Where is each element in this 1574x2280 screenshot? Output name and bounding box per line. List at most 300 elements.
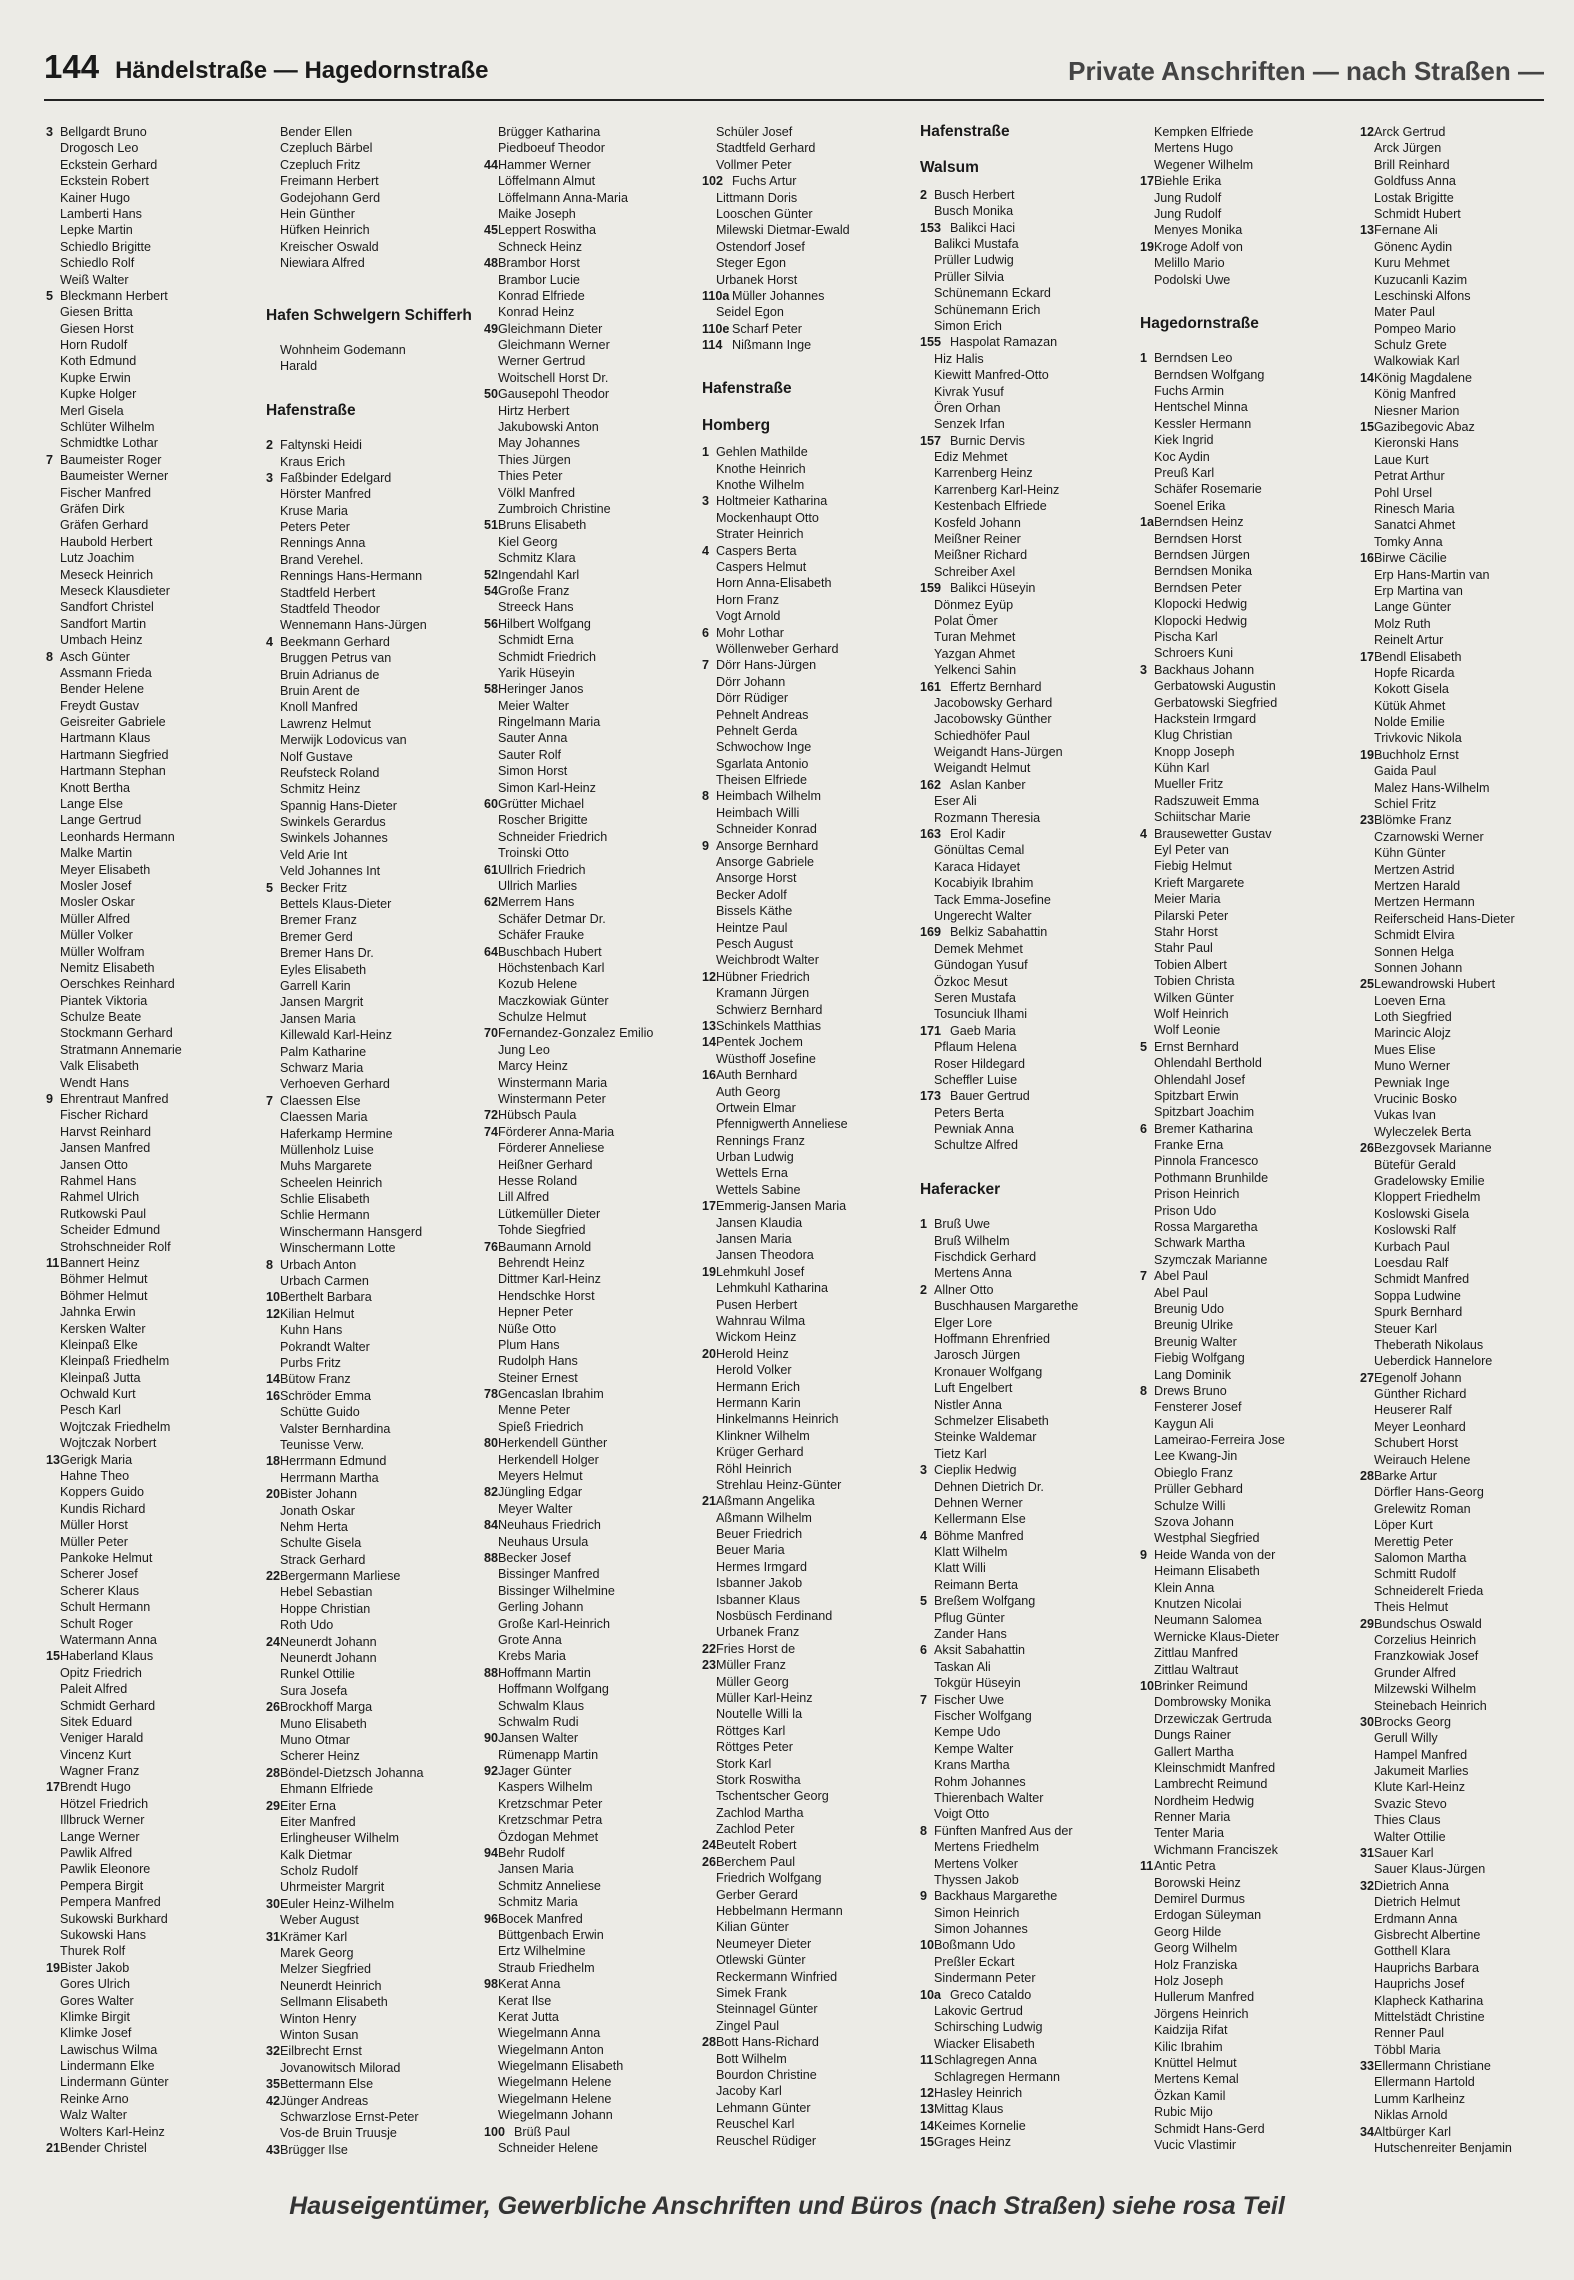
resident-name: Schmidt Friedrich <box>498 649 596 664</box>
resident-name: Buschbach Hubert <box>498 944 602 959</box>
resident-entry <box>266 945 478 961</box>
resident-entry <box>484 239 696 255</box>
house-number: 4 <box>920 1528 928 1543</box>
resident-name: Knoll Manfred <box>280 700 358 715</box>
resident-name: Neuhaus Friedrich <box>498 1518 601 1533</box>
resident-entry <box>484 2058 696 2074</box>
resident-name: Hirtz Herbert <box>498 403 570 418</box>
resident-name: Swinkels Johannes <box>280 831 388 846</box>
resident-entry <box>46 337 258 353</box>
resident-name: Sukowski Hans <box>60 1927 147 1942</box>
resident-entry <box>1140 1612 1352 1628</box>
resident-entry <box>484 1091 696 1107</box>
resident-name: Wojtczak Norbert <box>60 1436 157 1451</box>
resident-name: Wolf Heinrich <box>1154 1006 1229 1021</box>
resident-entry <box>920 1954 1132 1970</box>
resident-entry <box>266 1929 478 1945</box>
resident-name: Muhs Margarete <box>280 1159 372 1174</box>
resident-entry <box>1140 826 1352 842</box>
resident-name: Zumbroich Christine <box>498 501 611 516</box>
resident-entry <box>920 777 1132 793</box>
resident-entry <box>46 665 258 681</box>
resident-entry <box>702 1723 914 1739</box>
resident-entry <box>1140 2055 1352 2071</box>
resident-name: Nolf Gustave <box>280 749 353 764</box>
resident-name: Beekmann Gerhard <box>280 634 390 649</box>
resident-entry <box>46 1370 258 1386</box>
page-header <box>44 48 1544 96</box>
resident-name: Gleichmann Werner <box>498 338 610 353</box>
resident-entry <box>702 206 914 222</box>
resident-entry <box>1140 957 1352 973</box>
resident-name: Rinesch Maria <box>1374 501 1455 516</box>
resident-entry <box>266 765 478 781</box>
house-number: 42 <box>266 2093 281 2108</box>
resident-name: Mueller Fritz <box>1154 777 1224 792</box>
resident-entry <box>702 1788 914 1804</box>
resident-name: Szova Johann <box>1154 1515 1234 1530</box>
resident-entry <box>1140 2022 1352 2038</box>
resident-name: Thierenbach Walter <box>934 1790 1044 1805</box>
resident-name: Kainer Hugo <box>60 190 131 205</box>
resident-entry <box>1360 1501 1572 1517</box>
resident-entry <box>484 1861 696 1877</box>
resident-name: Scherer Klaus <box>60 1583 140 1598</box>
resident-entry <box>46 1107 258 1123</box>
resident-entry <box>46 222 258 238</box>
resident-name: Senzek Irfan <box>934 417 1005 432</box>
resident-entry <box>46 944 258 960</box>
resident-name: Schneider Helene <box>498 2141 599 2156</box>
resident-name: Kronauer Wolfgang <box>934 1364 1043 1379</box>
resident-entry <box>702 1526 914 1542</box>
resident-entry <box>266 1027 478 1043</box>
resident-entry <box>1360 337 1572 353</box>
resident-entry <box>1360 1468 1572 1484</box>
resident-entry <box>266 781 478 797</box>
resident-name: Schmitz Anneliese <box>498 1878 601 1893</box>
resident-name: Jakumeit Marlies <box>1374 1764 1469 1779</box>
resident-entry <box>1360 1648 1572 1664</box>
resident-entry <box>1140 1235 1352 1251</box>
resident-name: Horn Franz <box>716 592 779 607</box>
resident-name: Dehnen Dietrich Dr. <box>934 1479 1044 1494</box>
resident-name: Schulze Beate <box>60 1010 142 1025</box>
resident-entry <box>920 1446 1132 1462</box>
resident-entry <box>266 2027 478 2043</box>
resident-name: Erp Martina van <box>1374 583 1463 598</box>
resident-entry <box>266 1421 478 1437</box>
resident-name: Obieglo Franz <box>1154 1465 1234 1480</box>
resident-entry <box>1360 370 1572 386</box>
resident-name: Mosler Oskar <box>60 895 135 910</box>
resident-entry <box>484 1550 696 1566</box>
resident-entry <box>702 952 914 968</box>
resident-entry <box>702 1084 914 1100</box>
resident-entry <box>266 222 478 238</box>
resident-name: Walkowiak Karl <box>1374 354 1460 369</box>
resident-entry <box>1360 1337 1572 1353</box>
resident-entry <box>920 351 1132 367</box>
resident-name: Pempera Manfred <box>60 1895 161 1910</box>
resident-entry <box>484 927 696 943</box>
resident-entry <box>920 1593 1132 1609</box>
resident-entry <box>1140 776 1352 792</box>
resident-name: Steinke Waldemar <box>934 1430 1037 1445</box>
resident-entry <box>266 2011 478 2027</box>
resident-name: Wettels Erna <box>716 1166 788 1181</box>
resident-entry <box>702 1805 914 1821</box>
resident-entry <box>1140 1645 1352 1661</box>
resident-entry <box>46 1681 258 1697</box>
resident-name: Berndsen Peter <box>1154 580 1242 595</box>
resident-entry <box>702 1346 914 1362</box>
resident-name: Ehrentraut Manfred <box>60 1092 169 1107</box>
resident-name: Sauer Klaus-Jürgen <box>1374 1862 1486 1877</box>
resident-name: Gräfen Dirk <box>60 501 125 516</box>
resident-entry <box>920 2052 1132 2068</box>
resident-name: Theis Helmut <box>1374 1600 1449 1615</box>
resident-entry <box>484 698 696 714</box>
resident-name: Kempken Elfriede <box>1154 125 1254 139</box>
resident-name: Strack Gerhard <box>280 1552 366 1567</box>
resident-entry <box>920 482 1132 498</box>
resident-entry <box>702 1411 914 1427</box>
house-number: 33 <box>1360 2059 1375 2074</box>
resident-entry <box>266 634 478 650</box>
resident-name: Winschermann Hansgerd <box>280 1224 423 1239</box>
resident-entry <box>266 814 478 830</box>
resident-entry <box>1140 514 1352 530</box>
resident-name: Lange Günter <box>1374 600 1452 615</box>
house-number: 49 <box>484 321 499 336</box>
resident-name: Brambor Horst <box>498 256 580 271</box>
resident-entry <box>266 1666 478 1682</box>
resident-name: Harald <box>280 359 318 374</box>
resident-name: Nordheim Hedwig <box>1154 1793 1255 1808</box>
resident-entry <box>1360 2009 1572 2025</box>
resident-entry <box>702 543 914 559</box>
resident-name: Neunerdt Johann <box>280 1651 377 1666</box>
resident-name: Meyer Leonhard <box>1374 1419 1466 1434</box>
resident-entry <box>920 285 1132 301</box>
resident-name: Klein Anna <box>1154 1580 1215 1595</box>
house-number: 58 <box>484 682 499 697</box>
resident-entry <box>1360 1747 1572 1763</box>
resident-entry <box>46 1878 258 1894</box>
resident-name: Thurek Rolf <box>60 1944 126 1959</box>
resident-name: Böhmer Helmut <box>60 1272 148 1287</box>
resident-entry <box>266 749 478 765</box>
resident-name: Wöllenweber Gerhard <box>716 641 839 656</box>
resident-name: Balikci Hüseyin <box>950 581 1036 596</box>
resident-name: Zander Hans <box>934 1627 1007 1642</box>
resident-name: Schwalm Klaus <box>498 1698 585 1713</box>
resident-name: Isbanner Klaus <box>716 1592 801 1607</box>
resident-name: Hilbert Wolfgang <box>498 616 591 631</box>
resident-name: Rossa Margaretha <box>1154 1220 1258 1235</box>
resident-name: Kleinpaß Elke <box>60 1337 138 1352</box>
resident-name: Muno Werner <box>1374 1059 1451 1074</box>
resident-name: Berndsen Leo <box>1154 351 1233 366</box>
resident-entry <box>1140 1153 1352 1169</box>
resident-name: Hullerum Manfred <box>1154 1990 1255 2005</box>
house-number: 159 <box>920 581 942 596</box>
page-header-left <box>44 48 489 86</box>
resident-entry <box>266 1634 478 1650</box>
resident-name: Lamberti Hans <box>60 206 142 221</box>
resident-name: Backhaus Margarethe <box>934 1889 1058 1904</box>
resident-name: Sonnen Johann <box>1374 960 1463 975</box>
resident-entry <box>920 1072 1132 1088</box>
resident-name: Kretzschmar Petra <box>498 1813 603 1828</box>
resident-name: Gallert Martha <box>1154 1744 1234 1759</box>
resident-entry <box>1140 531 1352 547</box>
resident-entry <box>702 1395 914 1411</box>
resident-name: Borowski Heinz <box>1154 1875 1241 1890</box>
resident-name: Müllenholz Luise <box>280 1142 374 1157</box>
resident-entry <box>266 1896 478 1912</box>
resident-name: Berndsen Jürgen <box>1154 548 1250 562</box>
resident-name: Herkendell Holger <box>498 1452 599 1467</box>
resident-entry <box>266 1601 478 1617</box>
resident-name: Bremer Hans Dr. <box>280 946 374 961</box>
resident-entry <box>46 435 258 451</box>
resident-entry <box>1360 993 1572 1009</box>
resident-entry <box>46 272 258 288</box>
house-number: 5 <box>920 1594 928 1609</box>
resident-name: Auth Georg <box>716 1084 781 1099</box>
resident-entry <box>1140 449 1352 465</box>
house-number: 7 <box>702 658 710 673</box>
resident-name: Weiß Walter <box>60 272 129 287</box>
resident-name: Rozmann Theresia <box>934 810 1041 825</box>
resident-entry <box>46 1173 258 1189</box>
resident-entry <box>46 2107 258 2123</box>
resident-name: Swinkels Gerardus <box>280 815 386 830</box>
resident-entry <box>920 1675 1132 1691</box>
resident-name: Pusen Herbert <box>716 1297 798 1312</box>
resident-name: Ortwein Elmar <box>716 1100 796 1115</box>
resident-name: Behrendt Heinz <box>498 1255 585 1270</box>
resident-entry <box>1140 613 1352 629</box>
resident-entry <box>1140 875 1352 891</box>
resident-entry <box>1140 1662 1352 1678</box>
resident-entry <box>920 924 1132 940</box>
house-number: 82 <box>484 1485 499 1500</box>
resident-name: Aßmann Wilhelm <box>716 1510 812 1525</box>
resident-name: Kupke Erwin <box>60 370 131 385</box>
resident-name: Dörr Rüdiger <box>716 691 789 706</box>
resident-entry <box>484 1681 696 1697</box>
resident-entry <box>266 552 478 568</box>
resident-name: Gündogan Yusuf <box>934 958 1028 973</box>
resident-name: Rahmel Hans <box>60 1174 137 1188</box>
resident-entry <box>484 1665 696 1681</box>
resident-name: Simon Heinrich <box>934 1905 1020 1920</box>
resident-entry <box>702 920 914 936</box>
resident-name: Scheelen Heinrich <box>280 1175 383 1190</box>
resident-entry <box>1140 2137 1352 2153</box>
resident-name: Schmidt Hans-Gerd <box>1154 2121 1265 2136</box>
resident-entry <box>46 1911 258 1927</box>
resident-entry <box>1140 1924 1352 1940</box>
resident-name: Eckstein Robert <box>60 174 149 189</box>
resident-entry <box>1360 1911 1572 1927</box>
spacer <box>920 1208 1132 1216</box>
resident-entry <box>920 580 1132 596</box>
resident-entry <box>46 452 258 468</box>
resident-entry <box>920 400 1132 416</box>
resident-name: Nosbüsch Ferdinand <box>716 1609 833 1624</box>
resident-entry <box>484 1468 696 1484</box>
resident-name: Grote Anna <box>498 1632 562 1647</box>
resident-entry <box>702 854 914 870</box>
resident-entry <box>920 1987 1132 2003</box>
resident-entry <box>46 517 258 533</box>
resident-name: Erol Kadir <box>950 827 1006 842</box>
resident-entry <box>484 845 696 861</box>
resident-name: Hendschke Horst <box>498 1288 595 1303</box>
resident-name: Özdogan Mehmet <box>498 1829 599 1844</box>
resident-entry <box>46 1419 258 1435</box>
house-number: 84 <box>484 1518 499 1533</box>
house-number: 169 <box>920 925 942 940</box>
resident-name: Grelewitz Roman <box>1374 1501 1471 1516</box>
resident-name: Ullrich Friedrich <box>498 862 586 877</box>
resident-entry <box>484 763 696 779</box>
house-number: 24 <box>702 1838 717 1853</box>
house-number: 3 <box>702 494 710 509</box>
resident-entry <box>920 1544 1132 1560</box>
resident-name: Keimes Kornelie <box>934 2118 1026 2133</box>
resident-name: Marincic Alojz <box>1374 1026 1451 1041</box>
resident-entry <box>46 698 258 714</box>
resident-name: Schwarzlose Ernst-Peter <box>280 2109 419 2124</box>
resident-entry <box>46 1271 258 1287</box>
resident-name: Schult Hermann <box>60 1600 151 1615</box>
house-number: 64 <box>484 944 499 959</box>
resident-entry <box>702 493 914 509</box>
resident-entry <box>702 1690 914 1706</box>
resident-name: Kempe Udo <box>934 1725 1001 1740</box>
house-number: 12 <box>1360 125 1375 139</box>
resident-entry <box>484 1140 696 1156</box>
resident-entry <box>702 288 914 304</box>
resident-entry <box>1360 1829 1572 1845</box>
resident-entry <box>46 1386 258 1402</box>
resident-entry <box>702 1297 914 1313</box>
resident-name: Özkan Kamil <box>1154 2088 1226 2103</box>
resident-entry <box>1360 796 1572 812</box>
resident-name: Lang Dominik <box>1154 1367 1232 1382</box>
resident-entry <box>266 1814 478 1830</box>
resident-entry <box>1140 678 1352 694</box>
resident-entry <box>484 1255 696 1271</box>
resident-name: Stahr Horst <box>1154 924 1218 939</box>
resident-name: Luft Engelbert <box>934 1381 1013 1396</box>
spacer <box>702 353 914 361</box>
resident-name: Schinkels Matthias <box>716 1018 821 1033</box>
resident-name: Prüller Silvia <box>934 269 1004 284</box>
resident-entry <box>920 515 1132 531</box>
resident-entry <box>484 878 696 894</box>
resident-name: Ören Orhan <box>934 400 1001 415</box>
resident-name: Czarnowski Werner <box>1374 829 1484 844</box>
resident-name: Koppers Guido <box>60 1485 145 1500</box>
resident-entry <box>46 649 258 665</box>
resident-name: Kilian Helmut <box>280 1306 355 1321</box>
resident-entry <box>266 847 478 863</box>
resident-entry <box>1360 190 1572 206</box>
resident-name: Claessen Else <box>280 1093 361 1108</box>
resident-entry <box>702 2067 914 2083</box>
resident-entry <box>702 969 914 985</box>
resident-name: Mittag Klaus <box>934 2102 1004 2117</box>
resident-name: Ohlendahl Josef <box>1154 1072 1246 1087</box>
resident-entry <box>46 1484 258 1500</box>
resident-name: Peters Berta <box>934 1105 1004 1120</box>
resident-entry <box>1360 1091 1572 1107</box>
resident-name: Vos-de Bruin Truusje <box>280 2126 397 2141</box>
spacer <box>266 334 478 342</box>
resident-name: Caspers Berta <box>716 543 797 558</box>
resident-name: Knüttel Helmut <box>1154 2055 1237 2070</box>
resident-name: Bender Helene <box>60 682 145 697</box>
resident-name: Hebel Sebastian <box>280 1585 373 1600</box>
resident-name: Hentschel Minna <box>1154 400 1248 415</box>
resident-name: Gehlen Mathilde <box>716 445 808 460</box>
resident-name: Herold Volker <box>716 1363 792 1378</box>
resident-entry <box>484 468 696 484</box>
resident-name: Hahne Theo <box>60 1469 130 1484</box>
resident-name: Schmidt Erna <box>498 633 574 648</box>
resident-entry <box>1360 616 1572 632</box>
resident-entry <box>46 1763 258 1779</box>
resident-entry <box>920 1023 1132 1039</box>
resident-name: Kiel Georg <box>498 534 558 549</box>
resident-entry <box>1140 1858 1352 1874</box>
resident-name: Schmidt Elvira <box>1374 928 1455 943</box>
resident-name: Baumeister Roger <box>60 452 162 467</box>
resident-name: Fischer Uwe <box>934 1692 1004 1707</box>
resident-name: Ueberdick Hannelore <box>1374 1354 1493 1369</box>
resident-entry <box>46 1550 258 1566</box>
resident-name: Roth Udo <box>280 1618 334 1633</box>
resident-entry <box>1140 760 1352 776</box>
resident-name: Hopfe Ricarda <box>1374 665 1455 680</box>
resident-name: Schäfer Detmar Dr. <box>498 911 606 926</box>
resident-name: Harvst Reinhard <box>60 1124 151 1139</box>
resident-name: Sgarlata Antonio <box>716 756 809 771</box>
resident-entry <box>484 796 696 812</box>
resident-name: Reiferscheid Hans-Dieter <box>1374 911 1515 926</box>
resident-entry <box>1140 1776 1352 1792</box>
resident-name: Stadtfeld Gerhard <box>716 141 816 156</box>
resident-entry <box>1140 140 1352 156</box>
resident-entry <box>1360 1173 1572 1189</box>
house-number: 88 <box>484 1665 499 1680</box>
resident-name: Kocabiyik Ibrahim <box>934 876 1034 891</box>
resident-entry <box>46 124 258 140</box>
resident-name: Hutschenreiter Benjamin <box>1374 2141 1512 2156</box>
resident-name: Breßem Wolfgang <box>934 1594 1036 1609</box>
resident-name: Steger Egon <box>716 256 787 271</box>
resident-entry <box>1140 662 1352 678</box>
house-number: 32 <box>266 2044 281 2059</box>
house-number: 18 <box>266 1454 281 1469</box>
resident-entry <box>1140 695 1352 711</box>
